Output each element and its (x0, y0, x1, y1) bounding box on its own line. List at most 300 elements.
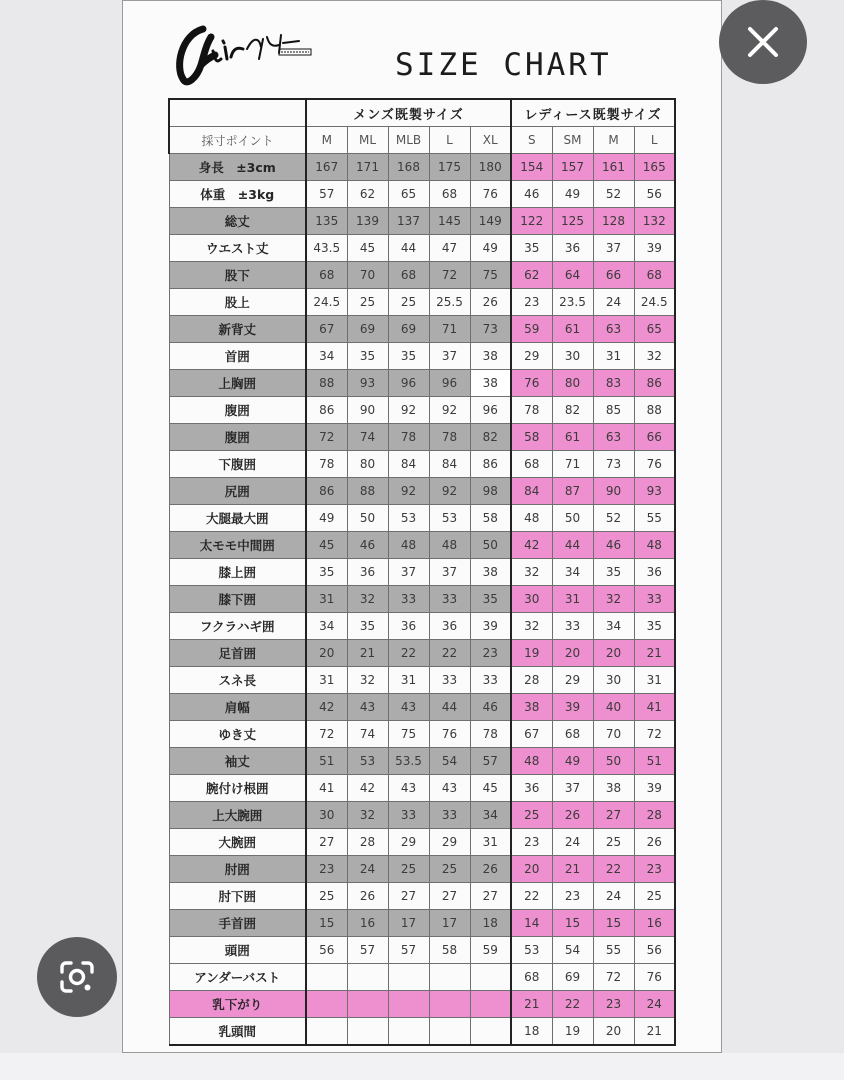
mens-size-cell: 33 (429, 667, 470, 694)
measurement-row (169, 397, 675, 424)
mens-size-cell: 171 (347, 154, 388, 181)
ladies-size-cell: 154 (511, 154, 552, 181)
ladies-size-cell: 25 (511, 802, 552, 829)
measurement-row (169, 694, 675, 721)
mens-size-cell: 27 (306, 829, 347, 856)
mens-size-cell: 29 (388, 829, 429, 856)
mens-size-cell: 48 (388, 532, 429, 559)
close-button[interactable] (719, 0, 807, 84)
mens-size-cell: 45 (347, 235, 388, 262)
mens-size-cell: 50 (347, 505, 388, 532)
mens-size-cell: 17 (429, 910, 470, 937)
size-column-header: XL (470, 127, 511, 154)
mens-size-cell: 56 (306, 937, 347, 964)
ladies-size-cell: 62 (511, 262, 552, 289)
ladies-size-cell: 68 (552, 721, 593, 748)
mens-size-cell: 27 (429, 883, 470, 910)
ladies-size-cell: 16 (634, 910, 675, 937)
ladies-size-cell: 76 (634, 964, 675, 991)
ladies-size-cell: 65 (634, 316, 675, 343)
mens-size-cell: 41 (306, 775, 347, 802)
mens-size-cell: 34 (306, 613, 347, 640)
measurement-label: 上胸囲 (169, 370, 306, 397)
ladies-size-cell: 29 (511, 343, 552, 370)
ladies-size-cell: 24 (634, 991, 675, 1018)
mens-size-cell: 69 (347, 316, 388, 343)
mens-size-cell (388, 991, 429, 1018)
measurement-row (169, 748, 675, 775)
mens-size-cell: 149 (470, 208, 511, 235)
ladies-size-cell: 50 (552, 505, 593, 532)
ladies-size-cell: 41 (634, 694, 675, 721)
mens-size-cell: 38 (470, 343, 511, 370)
mens-size-cell: 76 (470, 181, 511, 208)
ladies-size-cell: 68 (634, 262, 675, 289)
ladies-size-cell: 35 (593, 559, 634, 586)
mens-size-cell: 67 (306, 316, 347, 343)
mens-size-cell: 54 (429, 748, 470, 775)
measurement-row (169, 370, 675, 397)
mens-size-cell: 45 (306, 532, 347, 559)
mens-size-cell: 31 (388, 667, 429, 694)
ladies-size-cell: 36 (511, 775, 552, 802)
ladies-size-cell: 48 (634, 532, 675, 559)
mens-size-cell: 58 (429, 937, 470, 964)
mens-size-cell: 96 (470, 397, 511, 424)
mens-size-cell: 50 (470, 532, 511, 559)
ladies-size-cell: 28 (634, 802, 675, 829)
mens-size-cell: 20 (306, 640, 347, 667)
mens-size-cell: 84 (429, 451, 470, 478)
ladies-size-cell: 23 (634, 856, 675, 883)
ladies-size-cell: 69 (552, 964, 593, 991)
ladies-size-cell: 30 (552, 343, 593, 370)
mens-size-cell: 16 (347, 910, 388, 937)
measurement-row (169, 910, 675, 937)
ladies-size-cell: 63 (593, 316, 634, 343)
ladies-size-cell: 53 (511, 937, 552, 964)
mens-size-cell: 35 (388, 343, 429, 370)
ladies-size-cell: 49 (552, 181, 593, 208)
mens-size-cell: 57 (347, 937, 388, 964)
mens-size-cell: 42 (306, 694, 347, 721)
mens-size-cell: 68 (388, 262, 429, 289)
mens-size-cell: 37 (429, 559, 470, 586)
ladies-size-cell: 88 (634, 397, 675, 424)
mens-size-cell: 73 (470, 316, 511, 343)
ladies-size-cell: 76 (634, 451, 675, 478)
mens-size-cell: 48 (429, 532, 470, 559)
measurement-row (169, 613, 675, 640)
ladies-size-cell: 19 (552, 1018, 593, 1046)
measurement-label: ウエスト丈 (169, 235, 306, 262)
mens-size-cell (347, 1018, 388, 1046)
mens-size-cell: 58 (470, 505, 511, 532)
measurement-label: 上大腕囲 (169, 802, 306, 829)
measurement-row (169, 667, 675, 694)
mens-size-cell: 37 (388, 559, 429, 586)
ladies-size-cell: 64 (552, 262, 593, 289)
ladies-size-cell: 48 (511, 505, 552, 532)
ladies-size-cell: 20 (593, 640, 634, 667)
ladies-size-cell: 51 (634, 748, 675, 775)
mens-size-cell: 32 (347, 802, 388, 829)
measurement-row (169, 262, 675, 289)
measurement-label: 尻囲 (169, 478, 306, 505)
ladies-size-cell: 42 (511, 532, 552, 559)
mens-size-cell: 92 (429, 478, 470, 505)
measurement-row (169, 991, 675, 1018)
ladies-size-cell: 20 (552, 640, 593, 667)
ladies-size-cell: 40 (593, 694, 634, 721)
ladies-size-cell: 19 (511, 640, 552, 667)
size-column-header: S (511, 127, 552, 154)
ladies-size-cell: 71 (552, 451, 593, 478)
mens-size-cell: 43 (388, 775, 429, 802)
mens-size-cell: 25 (388, 856, 429, 883)
mens-size-cell: 76 (429, 721, 470, 748)
ladies-size-cell: 61 (552, 424, 593, 451)
ladies-size-cell: 85 (593, 397, 634, 424)
measurement-label: 身長 ±3cm (169, 154, 306, 181)
mens-size-cell: 90 (347, 397, 388, 424)
ladies-size-cell: 37 (552, 775, 593, 802)
mens-size-cell: 34 (470, 802, 511, 829)
ladies-size-cell: 18 (511, 1018, 552, 1046)
mens-size-cell: 96 (388, 370, 429, 397)
mens-size-cell: 31 (470, 829, 511, 856)
ladies-size-cell: 73 (593, 451, 634, 478)
size-column-header: ML (347, 127, 388, 154)
mens-size-cell: 57 (306, 181, 347, 208)
ladies-size-cell: 26 (552, 802, 593, 829)
ladies-size-cell: 78 (511, 397, 552, 424)
mens-size-cell: 35 (347, 343, 388, 370)
ladies-size-cell: 46 (593, 532, 634, 559)
ladies-size-cell: 58 (511, 424, 552, 451)
mens-size-cell: 53 (347, 748, 388, 775)
mens-size-cell: 71 (429, 316, 470, 343)
measurement-row (169, 424, 675, 451)
mens-size-cell: 26 (470, 856, 511, 883)
mens-size-cell (429, 964, 470, 991)
measurement-row (169, 478, 675, 505)
mens-size-cell: 78 (429, 424, 470, 451)
measurement-row (169, 289, 675, 316)
mens-size-cell: 22 (429, 640, 470, 667)
measurement-label: 大腿最大囲 (169, 505, 306, 532)
measurement-label: 体重 ±3kg (169, 181, 306, 208)
measurement-row (169, 235, 675, 262)
ladies-size-cell: 48 (511, 748, 552, 775)
mens-size-cell: 84 (388, 451, 429, 478)
mens-size-cell: 49 (306, 505, 347, 532)
mens-size-cell: 96 (429, 370, 470, 397)
ladies-size-cell: 39 (552, 694, 593, 721)
measurement-label: 腕付け根囲 (169, 775, 306, 802)
ladies-size-cell: 68 (511, 451, 552, 478)
mens-size-cell: 70 (347, 262, 388, 289)
mens-size-cell: 21 (347, 640, 388, 667)
measurement-row (169, 586, 675, 613)
mens-size-cell (470, 991, 511, 1018)
ladies-size-cell: 35 (634, 613, 675, 640)
measurement-row (169, 721, 675, 748)
ladies-size-cell: 54 (552, 937, 593, 964)
mens-size-cell: 93 (347, 370, 388, 397)
mens-size-cell: 42 (347, 775, 388, 802)
mens-size-cell: 72 (306, 721, 347, 748)
mens-size-cell: 69 (388, 316, 429, 343)
mens-size-cell: 34 (306, 343, 347, 370)
measurement-label: 太モモ中間囲 (169, 532, 306, 559)
mens-size-cell: 88 (306, 370, 347, 397)
mens-size-cell: 32 (347, 667, 388, 694)
ladies-size-cell: 46 (511, 181, 552, 208)
ladies-size-cell: 86 (634, 370, 675, 397)
size-header-row (169, 127, 675, 154)
mens-size-cell: 28 (347, 829, 388, 856)
measurement-label: 股下 (169, 262, 306, 289)
ladies-size-cell: 21 (634, 640, 675, 667)
ladies-size-cell: 31 (552, 586, 593, 613)
mens-size-cell: 74 (347, 424, 388, 451)
ladies-size-cell: 38 (593, 775, 634, 802)
ladies-size-cell: 29 (552, 667, 593, 694)
mens-size-cell: 92 (388, 397, 429, 424)
mens-size-cell: 35 (347, 613, 388, 640)
mens-size-cell: 135 (306, 208, 347, 235)
mens-size-cell: 32 (347, 586, 388, 613)
mens-size-cell: 15 (306, 910, 347, 937)
ladies-size-cell: 132 (634, 208, 675, 235)
ladies-size-cell: 32 (593, 586, 634, 613)
measurement-label: 乳下がり (169, 991, 306, 1018)
ladies-size-cell: 15 (593, 910, 634, 937)
mens-size-cell (306, 991, 347, 1018)
measurement-row (169, 802, 675, 829)
ladies-size-cell: 93 (634, 478, 675, 505)
ladies-size-cell: 24.5 (634, 289, 675, 316)
ladies-size-cell: 20 (593, 1018, 634, 1046)
mens-size-cell: 25 (306, 883, 347, 910)
ladies-size-cell: 28 (511, 667, 552, 694)
ladies-size-cell: 33 (552, 613, 593, 640)
mens-size-cell: 78 (306, 451, 347, 478)
ladies-size-cell: 49 (552, 748, 593, 775)
ladies-size-cell: 76 (511, 370, 552, 397)
ladies-size-cell: 72 (593, 964, 634, 991)
measurement-row (169, 775, 675, 802)
measurement-row (169, 154, 675, 181)
ladies-size-cell: 25 (593, 829, 634, 856)
ladies-size-cell: 36 (552, 235, 593, 262)
size-column-header: L (634, 127, 675, 154)
ladies-size-cell: 21 (511, 991, 552, 1018)
measurement-row (169, 964, 675, 991)
ladies-size-cell: 36 (634, 559, 675, 586)
ladies-size-cell: 37 (593, 235, 634, 262)
mens-size-cell: 39 (470, 613, 511, 640)
mens-size-cell (388, 1018, 429, 1046)
chart-title: SIZE CHART (395, 47, 612, 83)
mens-group-header: メンズ既製サイズ (306, 99, 511, 127)
ladies-size-cell: 22 (552, 991, 593, 1018)
measurement-label: 頭囲 (169, 937, 306, 964)
measurement-label: 乳頭間 (169, 1018, 306, 1046)
measurement-label: 膝上囲 (169, 559, 306, 586)
ladies-size-cell: 25 (634, 883, 675, 910)
measurement-label: 手首囲 (169, 910, 306, 937)
mens-size-cell: 27 (470, 883, 511, 910)
mens-size-cell: 33 (429, 586, 470, 613)
ladies-size-cell: 14 (511, 910, 552, 937)
ladies-size-cell: 15 (552, 910, 593, 937)
measurement-row (169, 316, 675, 343)
mens-size-cell: 30 (306, 802, 347, 829)
ladies-size-cell: 52 (593, 181, 634, 208)
mens-size-cell: 37 (429, 343, 470, 370)
mens-size-cell: 57 (470, 748, 511, 775)
group-header-row (169, 99, 675, 127)
measurement-row (169, 559, 675, 586)
ladies-size-cell: 34 (552, 559, 593, 586)
size-column-header: MLB (388, 127, 429, 154)
ladies-size-cell: 90 (593, 478, 634, 505)
mens-size-cell: 167 (306, 154, 347, 181)
mens-size-cell: 78 (470, 721, 511, 748)
mens-size-cell: 86 (306, 478, 347, 505)
mens-size-cell: 92 (429, 397, 470, 424)
ladies-size-cell: 20 (511, 856, 552, 883)
google-lens-button[interactable] (37, 937, 117, 1017)
mens-size-cell: 33 (388, 586, 429, 613)
mens-size-cell: 46 (470, 694, 511, 721)
measurement-label: 腹囲 (169, 424, 306, 451)
google-lens-icon (57, 957, 97, 997)
ladies-size-cell: 34 (593, 613, 634, 640)
ladies-size-cell: 31 (593, 343, 634, 370)
ladies-size-cell: 50 (593, 748, 634, 775)
measurement-label: 首囲 (169, 343, 306, 370)
ladies-size-cell: 82 (552, 397, 593, 424)
mens-size-cell: 46 (347, 532, 388, 559)
mens-size-cell: 24 (347, 856, 388, 883)
ladies-size-cell: 23 (593, 991, 634, 1018)
mens-size-cell: 25 (388, 289, 429, 316)
ladies-size-cell: 52 (593, 505, 634, 532)
measurement-label: 大腕囲 (169, 829, 306, 856)
ladies-size-cell: 32 (511, 559, 552, 586)
ladies-size-cell: 30 (511, 586, 552, 613)
mens-size-cell: 92 (388, 478, 429, 505)
measure-point-header: 採寸ポイント (169, 127, 306, 154)
ladies-size-cell: 161 (593, 154, 634, 181)
measurement-label: 腹囲 (169, 397, 306, 424)
ladies-size-cell: 125 (552, 208, 593, 235)
ladies-size-cell: 26 (634, 829, 675, 856)
ladies-size-cell: 22 (511, 883, 552, 910)
mens-size-cell (429, 1018, 470, 1046)
measurement-row (169, 1018, 675, 1046)
mens-size-cell: 51 (306, 748, 347, 775)
ladies-size-cell: 32 (634, 343, 675, 370)
ladies-size-cell: 32 (511, 613, 552, 640)
measurement-label: 袖丈 (169, 748, 306, 775)
ladies-size-cell: 23.5 (552, 289, 593, 316)
measurement-row (169, 343, 675, 370)
mens-size-cell: 43 (347, 694, 388, 721)
mens-size-cell: 78 (388, 424, 429, 451)
size-column-header: SM (552, 127, 593, 154)
ladies-size-cell: 59 (511, 316, 552, 343)
mens-size-cell: 53.5 (388, 748, 429, 775)
mens-size-cell: 75 (470, 262, 511, 289)
ladies-size-cell: 33 (634, 586, 675, 613)
measurement-row (169, 532, 675, 559)
mens-size-cell: 27 (388, 883, 429, 910)
measurement-row (169, 451, 675, 478)
ladies-size-cell: 39 (634, 775, 675, 802)
measurement-label: 総丈 (169, 208, 306, 235)
size-table (168, 98, 676, 1046)
mens-size-cell: 43 (429, 775, 470, 802)
mens-size-cell: 68 (429, 181, 470, 208)
ladies-size-cell: 55 (593, 937, 634, 964)
ladies-size-cell: 24 (593, 883, 634, 910)
mens-size-cell (306, 1018, 347, 1046)
ladies-size-cell: 23 (552, 883, 593, 910)
mens-size-cell: 25 (347, 289, 388, 316)
measurement-label: フクラハギ囲 (169, 613, 306, 640)
ladies-size-cell: 55 (634, 505, 675, 532)
mens-size-cell: 72 (306, 424, 347, 451)
mens-size-cell: 23 (306, 856, 347, 883)
mens-size-cell: 36 (429, 613, 470, 640)
mens-size-cell: 31 (306, 667, 347, 694)
measurement-row (169, 856, 675, 883)
ladies-size-cell: 44 (552, 532, 593, 559)
mens-size-cell (470, 1018, 511, 1046)
measurement-row (169, 208, 675, 235)
ladies-size-cell: 67 (511, 721, 552, 748)
mens-size-cell: 26 (347, 883, 388, 910)
mens-size-cell: 57 (388, 937, 429, 964)
ladies-size-cell: 84 (511, 478, 552, 505)
mens-size-cell: 33 (429, 802, 470, 829)
measurement-label: ゆき丈 (169, 721, 306, 748)
ladies-size-cell: 21 (634, 1018, 675, 1046)
ladies-size-cell: 38 (511, 694, 552, 721)
size-chart-image (122, 0, 722, 1053)
ladies-size-cell: 122 (511, 208, 552, 235)
mens-size-cell: 49 (470, 235, 511, 262)
ladies-size-cell: 27 (593, 802, 634, 829)
mens-size-cell: 74 (347, 721, 388, 748)
measurement-row (169, 505, 675, 532)
mens-size-cell: 36 (388, 613, 429, 640)
ladies-size-cell: 83 (593, 370, 634, 397)
measurement-row (169, 883, 675, 910)
mens-size-cell: 180 (470, 154, 511, 181)
mens-size-cell: 175 (429, 154, 470, 181)
measurement-label: 下腹囲 (169, 451, 306, 478)
mens-size-cell: 44 (388, 235, 429, 262)
size-column-header: M (306, 127, 347, 154)
ladies-size-cell: 24 (593, 289, 634, 316)
ladies-group-header: レディース既製サイズ (511, 99, 675, 127)
mens-size-cell: 24.5 (306, 289, 347, 316)
